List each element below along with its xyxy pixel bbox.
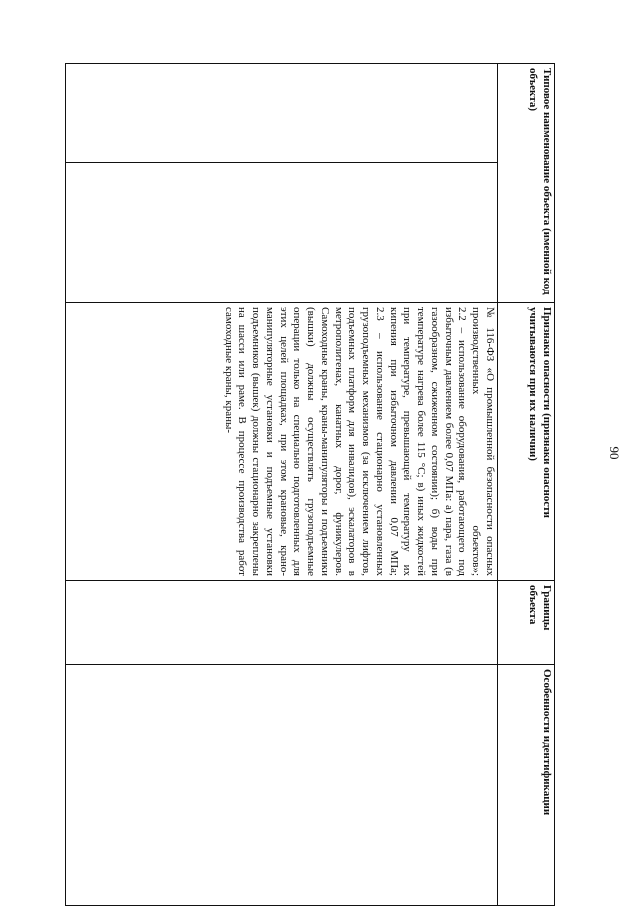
cell-identification-features (66, 665, 498, 906)
table-row (66, 64, 498, 906)
hazard-paragraph: 2.2 – использование оборудования, работающего под избыточным давлением более 0,07 МПа: а) пара, газа (в газообразном, сжиженном состоянии); б) воды при температуре нагрева более 115 °С; в) иных жидкостей при температуре, превышающей температуру их кипения при избыточном давлении 0,07 МПа; (387, 307, 469, 576)
hazard-paragraph: 2.3 – использование стационарно установленных грузоподъемных механизмов (за исключением лифтов, подъемных платформ для инвалидов), эскалаторов в метрополитенах, канатных дорог, фуникулеров. (332, 307, 386, 576)
hazard-paragraph: Самоходные краны, краны-манипуляторы и подъемники (вышки) должны осуществлять грузоподъемные операции только на специально подготовленных для этих целей площадках, при этом крановые, крано-манипуляторные установки и подъемные установки подъемников (вышек) должны стационарно закреплены на шасси или раме. В процессе производства работ самоходные краны, краны- (222, 307, 331, 576)
cell-hazard-signs (66, 303, 498, 581)
header-object-name: Типовое наименование объекта (именной код объекта) (498, 64, 555, 303)
cell-object-name (66, 64, 498, 163)
cell-object-code (66, 163, 498, 303)
page-number: 90 (607, 446, 622, 460)
header-identification-features: Особенности идентификации (498, 665, 555, 906)
identification-table (65, 63, 555, 906)
rotated-table-wrapper (65, 63, 555, 905)
cell-object-boundaries (66, 581, 498, 665)
table-header-row (498, 64, 555, 906)
hazard-paragraph: № 116-ФЗ «О промышленной безопасности опасных производственных объектов»; (470, 307, 496, 576)
header-object-boundaries: Границы объекта (498, 581, 555, 665)
header-hazard-signs: Признаки опасности (признаки опасности учитываются при их наличии) (498, 303, 555, 581)
